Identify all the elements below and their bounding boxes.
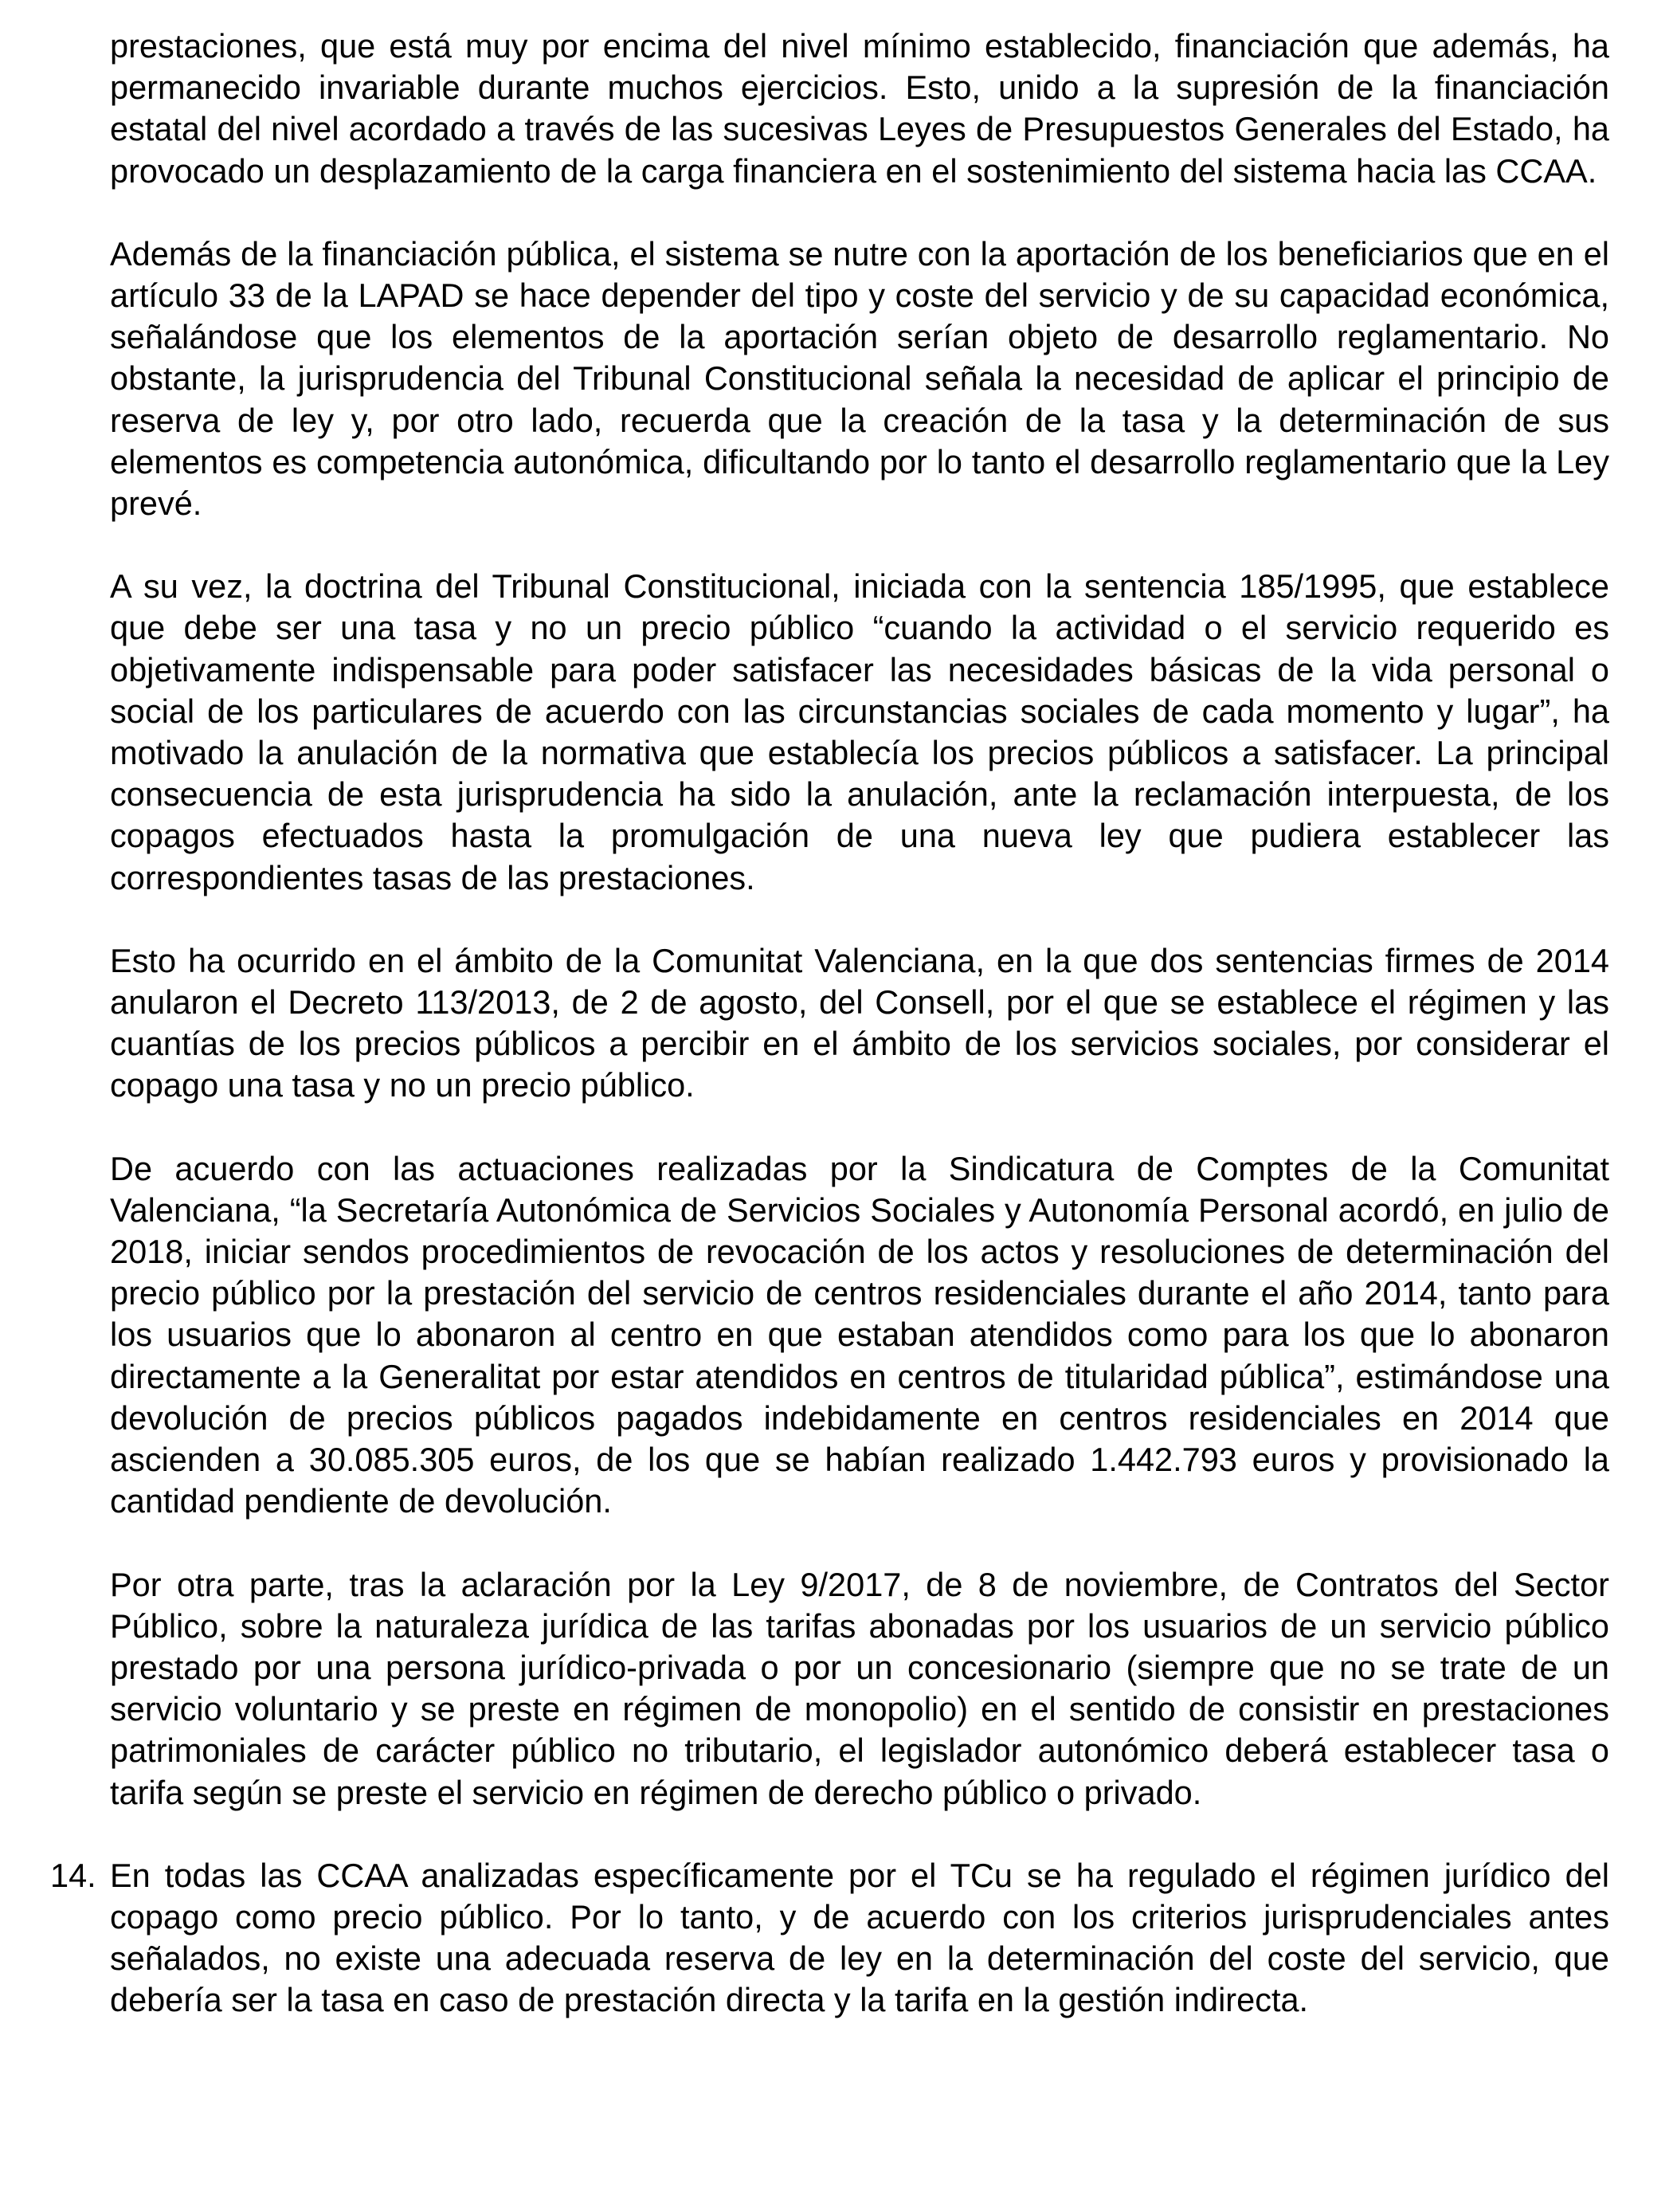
paragraph-aportacion-beneficiarios: Además de la financiación pública, el sistema se nutre con la aportación de los beneficiarios que en el artículo 33 de la LAPAD se hace depender del tipo y coste del servicio y de su capacidad económica, señalándose que los elementos de la aportación serían objeto de desarrollo reglamentario. No obstante, la jurisprudencia del Tribunal Constitucional señala la necesidad de aplicar el principio de reserva de ley y, por otro lado, recuerda que la creación de la tasa y la determinación de sus elementos es competencia autonómica, dificultando por lo tanto el desarrollo reglamentario que la Ley prevé.: [110, 234, 1609, 523]
paragraph-comunitat-valenciana: Esto ha ocurrido en el ámbito de la Comunitat Valenciana, en la que dos sentencias firmes de 2014 anularon el Decreto 113/2013, de 2 de agosto, del Consell, por el que se establece el régimen y las cuantías de los precios públicos a percibir en el ámbito de los servicios sociales, por considerar el copago una tasa y no un precio público.: [110, 941, 1609, 1104]
item-text: En todas las CCAA analizadas específicamente por el TCu se ha regulado el régimen jurídico del copago como precio público. Por lo tanto, y de acuerdo con los criterios jurisprudenciales antes señalados, no existe una adecuada reserva de ley en la determinación del coste del servicio, que debería ser la tasa en caso de prestación directa y la tarifa en la gestión indirecta.: [110, 1856, 1609, 2019]
paragraph-doctrina-tc: A su vez, la doctrina del Tribunal Constitucional, iniciada con la sentencia 185/1995, que establece que debe ser una tasa y no un precio público “cuando la actividad o el servicio requerido es objetivamente indispensable para poder satisfacer las necesidades básicas de la vida personal o social de los particulares de acuerdo con las circunstancias sociales de cada momento y lugar”, ha motivado la anulación de la normativa que establecía los precios públicos a satisfacer. La principal consecuencia de esta jurisprudencia ha sido la anulación, ante la reclamación interpuesta, de los copagos efectuados hasta la promulgación de una nueva ley que pudiera establecer las correspondientes tasas de las prestaciones.: [110, 567, 1609, 896]
paragraph-ley-contratos: Por otra parte, tras la aclaración por la Ley 9/2017, de 8 de noviembre, de Contratos del Sector Público, sobre la naturaleza jurídica de las tarifas abonadas por los usuarios de un servicio público prestado por una persona jurídico-privada o por un concesionario (siempre que no se trate de un servicio voluntario y se preste en régimen de monopolio) en el sentido de consistir en prestaciones patrimoniales de carácter público no tributario, el legislador autonómico deberá establecer tasa o tarifa según se preste el servicio en régimen de derecho público o privado.: [110, 1565, 1609, 1811]
paragraph-sindicatura: De acuerdo con las actuaciones realizadas por la Sindicatura de Comptes de la Comunitat Valenciana, “la Secretaría Autonómica de Servicios Sociales y Autonomía Personal acordó, en julio de 2018, iniciar sendos procedimientos de revocación de los actos y resoluciones de determinación del precio público por la prestación del servicio de centros residenciales durante el año 2014, tanto para los usuarios que lo abonaron al centro en que estaban atendidos como para los que lo abonaron directamente a la Generalitat por estar atendidos en centros de titularidad pública”, estimándose una devolución de precios públicos pagados indebidamente en centros residenciales en 2014 que ascienden a 30.085.305 euros, de los que se habían realizado 1.442.793 euros y provisionado la cantidad pendiente de devolución.: [110, 1149, 1609, 1520]
document-page: [50, 25, 1609, 2022]
numbered-item: [50, 1855, 1609, 2022]
paragraph-financiacion: prestaciones, que está muy por encima del nivel mínimo establecido, financiación que además, ha permanecido invariable durante muchos ejercicios. Esto, unido a la supresión de la financiación estatal del nivel acordado a través de las sucesivas Leyes de Presupuestos Generales del Estado, ha provocado un desplazamiento de la carga financiera en el sostenimiento del sistema hacia las CCAA.: [110, 27, 1609, 190]
item-number: 14.: [50, 1856, 96, 1894]
